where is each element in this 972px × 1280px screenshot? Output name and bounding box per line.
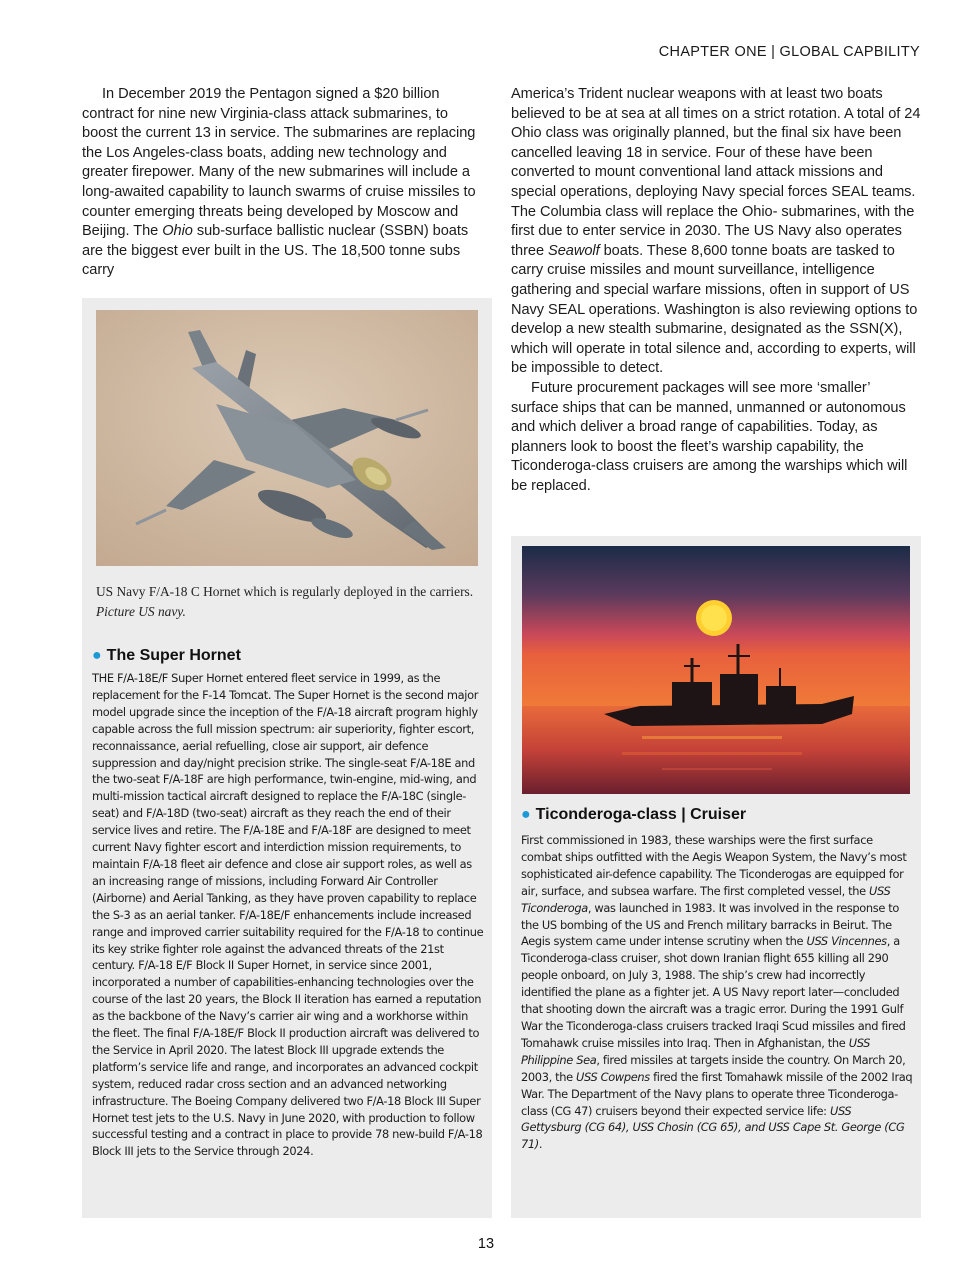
cruiser-sunset-photo bbox=[522, 546, 910, 794]
sidebar-title: ● Ticonderoga-class | Cruiser bbox=[521, 806, 747, 823]
page-number: 13 bbox=[477, 1236, 495, 1252]
sidebar-title: ● The Super Hornet bbox=[92, 647, 241, 664]
paragraph: In December 2019 the Pentagon signed a $20 billion contract for nine new Virginia-class attack submarines, to boost the current 13 in service. The submarines are replacing the Los Angeles-class boats, adding new technology and greater firepower. Many of the new submarines will include a long-awaited capability to launch swarms of cruise missiles to counter emerging threats being developed by Moscow and Beijing. The Ohio sub-surface ballistic nuclear (SSBN) boats are the biggest ever built in the US. The 18,500 tonne subs carry bbox=[82, 86, 476, 279]
fighter-jet-photo bbox=[96, 310, 478, 566]
ticonderoga-text: First commissioned in 1983, these warships were the first surface combat ships outfitted with the Aegis Weapon System, the Navy’s most sophisticated air-defence capability. The Ticonderogas are equipped for air, surface, and subsea warfare. The first completed vessel, the USS Ticonderoga, was launched in 1983. It was involved in the response to the US bombing of the US and French military barracks in Beirut. The Aegis system came under intense scrutiny when the USS Vincennes, a Ticonderoga-class cruiser, shot down Iranian flight 655 killing all 290 people onboard, on July 3, 1988. The ship’s crew had incorrectly identified the plane as a fighter jet. A US Navy report later—concluded that shooting down the aircraft was a tragic error. During the 1991 Gulf War the Ticonderoga-class cruisers tracked Iraqi Scud missiles and fired Tomahawk cruise missiles into Iraq. Then in Afghanistan, the USS Philippine Sea, fired missiles at targets inside the country. On March 20, 2003, the USS Cowpens fired the first Tomahawk missile of the 2002 Iraq War. The Department of the Navy plans to operate three Ticonderoga-class (CG 47) cruisers beyond their expected service life: USS Gettysburg (CG 64), USS Chosin (CG 65), and USS Cape St. George (CG 71). bbox=[521, 833, 913, 1152]
paragraph: Future procurement packages will see more ‘smaller’ surface ships that can be manned, unmanned or autonomous and which deliver a broad range of capabilities. Today, as planners look to boost the fleet’s warship capability, the Ticonderoga-class cruisers are among the warships which will be replaced. bbox=[511, 379, 908, 494]
paragraph: America’s Trident nuclear weapons with at least two boats believed to be at sea at all times on a strict rotation. A total of 24 Ohio class was originally planned, but the final six have been cancelled leaving 18 in service. Four of these have been converted to mount conventional land attack missions and special operations, deploying Navy special forces SEAL teams. The Columbia class will replace the Ohio- submarines, with the first due to enter service in 2030. The US Navy also operates three Seawolf boats. These 8,600 tonne boats are tasked to carry cruise missiles and mount surveillance, intelligence gathering and special warfare missions, often in support of US Navy SEAL operations. Washington is also reviewing options to develop a new stealth submarine, designated as the SSN(X), which will operate in total silence and, according to experts, will be impossible to detect. bbox=[511, 86, 921, 377]
bullet-dot-icon: ● bbox=[521, 806, 531, 823]
bullet-dot-icon: ● bbox=[92, 647, 102, 664]
super-hornet-text: THE F/A-18E/F Super Hornet entered fleet service in 1999, as the replacement for the F-14 Tomcat. The Super Hornet is the second major model upgrade since the inception of the F/A-18 aircraft program highly capable across the full mission spectrum: air superiority, fighter escort, reconnaissance, aerial refuelling, close air support, air defence suppression and day/night precision strike. The single-seat F/A-18E and the two-seat F/A-18F are high performance, twin-engine, mid-wing, and multi-mission tactical aircraft designed to replace the F/A-18C (single-seat) and F/A-18D (two-seat) aircraft as they reach the end of their service lives and retire. The F/A-18E and F/A-18F are designed to meet current Navy fighter escort and interdiction mission requirements, to maintain F/A-18 fleet air defence and close air support roles, as well as an increasing range of missions, including Forward Air Controller (Airborne) and Aerial Tanking, as they have proven capability to replace the S-3 as an aerial tanker. F/A-18E/F enhancements include increased range and improved carrier suitability required for the F/A-18 to continue its key strike fighter role against the advanced threats of the 21st century. F/A-18 E/F Block II Super Hornet, in service since 2001, incorporated a number of capabilities-enhancing technologies over the course of the last 20 years, the Block II iteration has earned a reputation as the backbone of the Navy’s carrier air wing and a workhorse within the fleet. The final F/A-18E/F Block II production aircraft was delivered to the Service in April 2020. The latest Block III upgrade extends the platform’s service life and range, and incorporates an advanced cockpit system, reduced radar cross section and an advanced networking infrastructure. The Boeing Company delivered two F/A-18 Block III Super Hornet test jets to the U.S. Navy in June 2020, with production to follow successful testing and a contract in place to provide 78 new-build F/A-18 Block III jets to the Service through 2024. bbox=[92, 671, 484, 1159]
running-head: CHAPTER ONE | GLOBAL CAPBILITY bbox=[658, 44, 920, 60]
ticonderoga-sidebar bbox=[511, 536, 921, 1218]
right-column-text bbox=[511, 85, 921, 496]
left-column-text bbox=[82, 85, 478, 281]
super-hornet-sidebar bbox=[82, 298, 492, 1218]
photo-caption: US Navy F/A-18 C Hornet which is regularly deployed in the carriers. Picture US navy. bbox=[96, 584, 474, 619]
